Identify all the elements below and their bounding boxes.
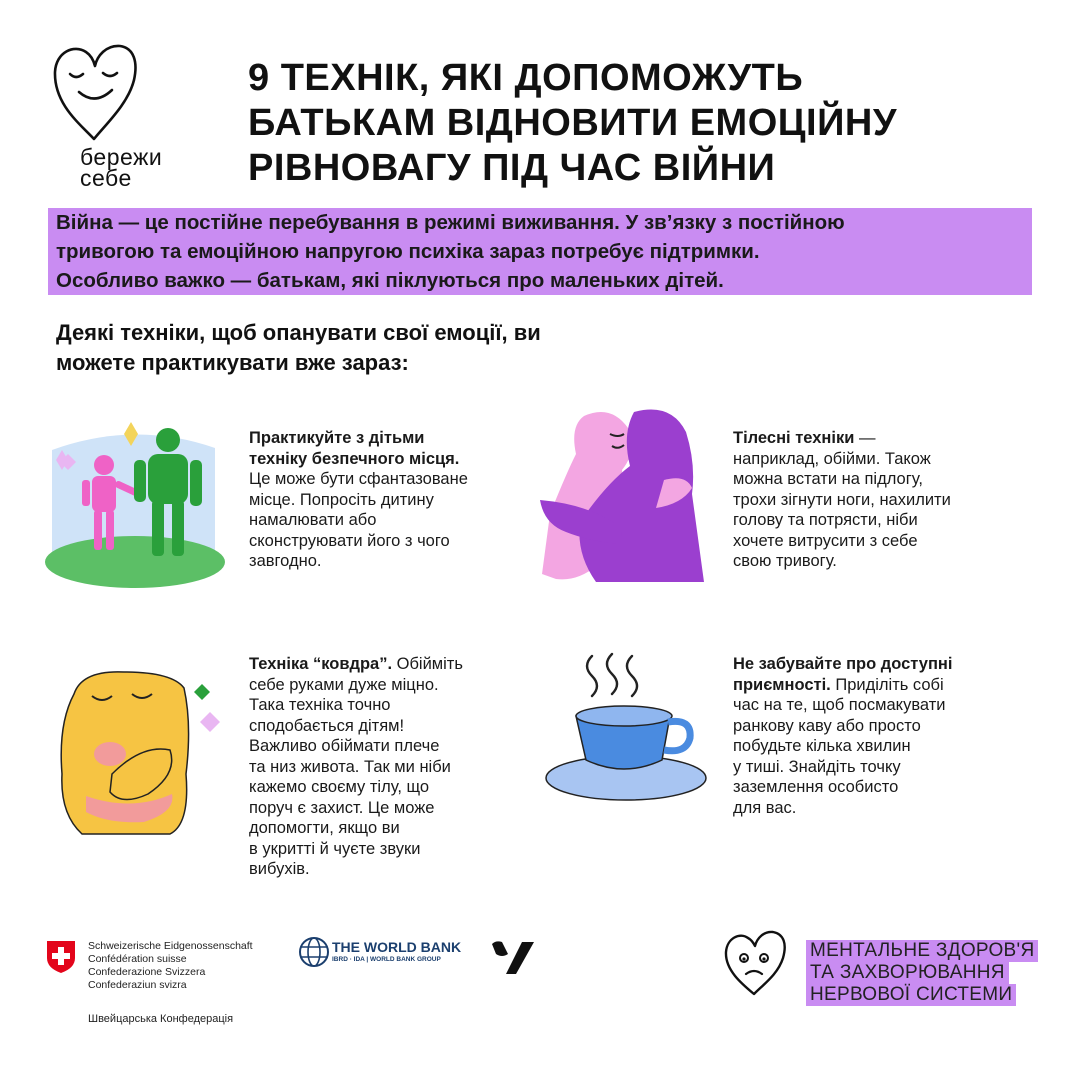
technique-text-line: вибухів. [249, 860, 310, 878]
technique-text-line: допомогти, якщо ви [249, 819, 400, 837]
technique-text-line: Важливо обіймати плече [249, 737, 440, 755]
technique-text-line: — [854, 429, 876, 447]
technique-title-line: приємності. [733, 675, 831, 694]
technique-text-line: Обійміть [392, 655, 463, 673]
sponsor-line: Confederazione Svizzera [88, 966, 206, 978]
technique-text-line: сконструювати його з чого [249, 531, 450, 550]
technique-safe-place [249, 428, 468, 572]
swiss-confederation-ua: Швейцарська Конфедерація [88, 1013, 234, 1025]
technique-blanket [249, 654, 463, 880]
technique-text-line: місце. Попросіть дитину [249, 490, 434, 509]
technique-text-line: Це може бути сфантазоване [249, 470, 468, 488]
technique-text-line: завгодно. [249, 552, 322, 570]
worried-heart-icon [722, 930, 788, 998]
blanket-hug-illustration [52, 664, 232, 844]
category-badge [806, 940, 1038, 1006]
technique-text-line: трохи зігнути ноги, нахилити [733, 490, 951, 509]
technique-text-line: наприклад, обійми. Також [733, 449, 931, 468]
technique-text-line: свою тривогу. [733, 552, 837, 570]
sponsor-line: Confédération suisse [88, 953, 187, 965]
world-bank-subtitle: IBRD · IDA | WORLD BANK GROUP [332, 956, 441, 963]
title-line: БАТЬКАМ ВІДНОВИТИ ЕМОЦІЙНУ [248, 102, 897, 144]
technique-text-line: ранкову каву або просто [733, 716, 921, 735]
sponsor-line: Confederaziun svizra [88, 979, 187, 991]
technique-text-line: намалювати або [249, 511, 377, 529]
technique-text-line: голову та потрясти, ніби [733, 511, 918, 529]
brand-name-line1: бережи [80, 144, 163, 170]
technique-text-line: хочете витрусити з себе [733, 531, 918, 550]
intro-line: Особливо важко — батькам, які піклуються про маленьких дітей. [56, 269, 724, 292]
technique-title-line: Практикуйте з дітьми [249, 429, 425, 447]
intro-line: Війна — це постійне перебування в режимі виживання. У зв’язку з постійною [56, 211, 845, 234]
technique-title: Техніка “ковдра”. [249, 655, 393, 673]
technique-text-line: поруч є захист. Це може [249, 798, 435, 817]
world-bank-globe-icon [298, 936, 330, 968]
page-title [248, 56, 1048, 191]
category-badge-line: МЕНТАЛЬНЕ ЗДОРОВ'Я [806, 940, 1038, 962]
swiss-confederation-text [88, 940, 253, 992]
subhead-line: Деякі техніки, щоб опанувати свої емоції, ви [56, 320, 541, 345]
technique-text-line: заземлення особисто [733, 778, 899, 796]
section-subheading [56, 318, 696, 378]
safe-place-illustration [40, 410, 230, 590]
technique-text-line: та низ живота. Так ми ніби [249, 757, 451, 776]
sponsor-line: Schweizerische Eidgenossenschaft [88, 940, 253, 952]
partner-logo-icon [492, 940, 534, 976]
intro-line: тривогою та емоційною напругою психіка зараз потребує підтримки. [56, 240, 760, 263]
technique-text-line: побудьте кілька хвилин [733, 737, 911, 755]
title-line: 9 ТЕХНІК, ЯКІ ДОПОМОЖУТЬ [248, 57, 804, 99]
technique-text-line: Така техніка точно [249, 696, 391, 714]
heart-smile-icon [50, 42, 140, 142]
technique-text-line: у тиші. Знайдіть точку [733, 757, 901, 776]
swiss-coat-of-arms-icon [46, 940, 76, 974]
technique-text-line: для вас. [733, 798, 797, 817]
technique-text-line: в укритті й чуєте звуки [249, 839, 421, 858]
category-badge-line: ТА ЗАХВОРЮВАННЯ [806, 962, 1009, 984]
technique-title: Тілесні техніки [733, 429, 855, 447]
technique-text-line: Приділіть собі [830, 675, 944, 694]
technique-text-line: час на те, щоб посмакувати [733, 696, 946, 714]
technique-text-line: кажемо своєму тілу, що [249, 778, 430, 796]
brand-logo [48, 42, 188, 192]
category-badge-line: НЕРВОВОЇ СИСТЕМИ [806, 984, 1016, 1006]
technique-text-line: сподобається дітям! [249, 716, 405, 735]
technique-text-line: можна встати на підлогу, [733, 470, 923, 488]
technique-body [733, 428, 951, 572]
technique-title-line: техніку безпечного місця. [249, 449, 460, 468]
technique-title-line: Не забувайте про доступні [733, 655, 953, 673]
world-bank-name: THE WORLD BANK [332, 939, 462, 955]
coffee-cup-illustration [542, 650, 718, 810]
technique-small-pleasures [733, 654, 952, 818]
subhead-line: можете практикувати вже зараз: [56, 350, 409, 375]
title-line: РІВНОВАГУ ПІД ЧАС ВІЙНИ [248, 147, 776, 189]
technique-text-line: себе руками дуже міцно. [249, 675, 439, 694]
brand-name-line2: себе [80, 165, 132, 191]
intro-paragraph [48, 208, 1032, 295]
hug-illustration [536, 404, 726, 586]
